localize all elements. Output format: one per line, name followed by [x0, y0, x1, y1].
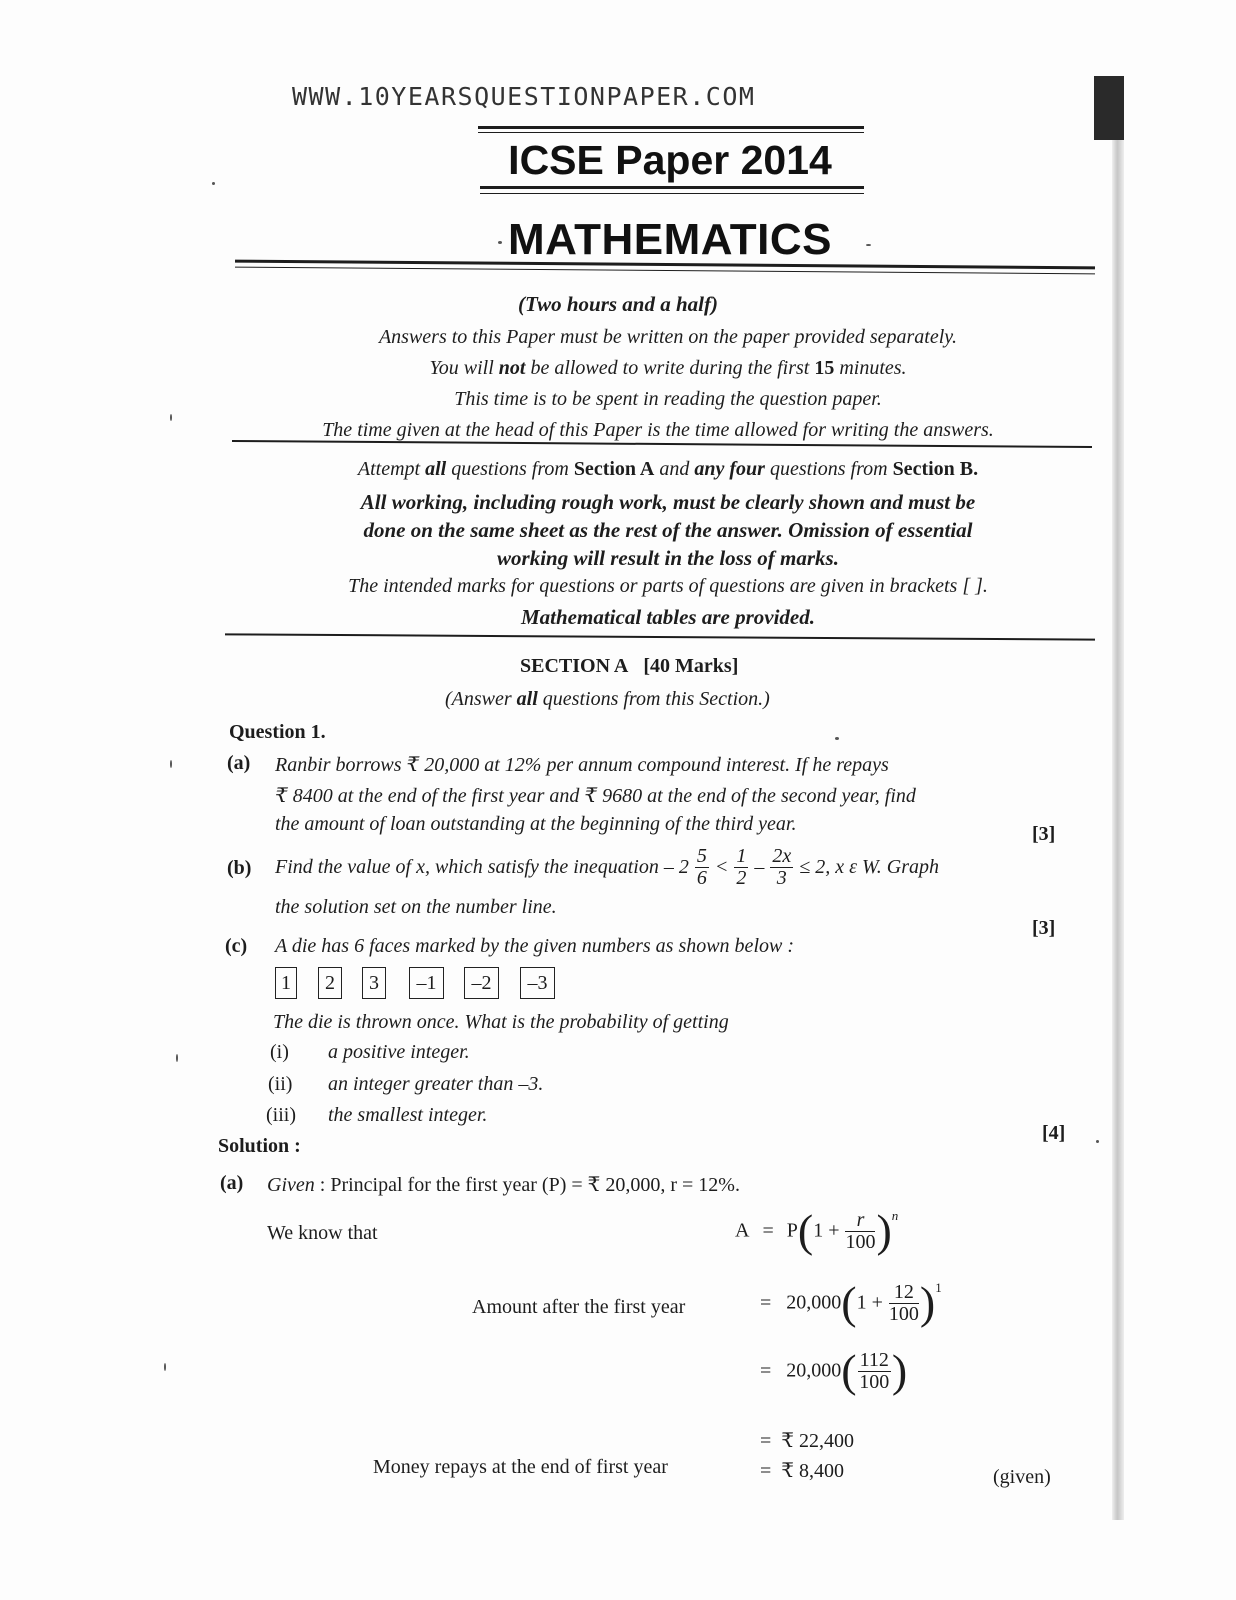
amount-after-first-year-expr: = 20,000(1 + $\frac{12}{100}$ )$^1$ [760, 1277, 942, 1328]
die-face-minus-3: –3 [520, 967, 555, 999]
scan-speck [835, 737, 839, 740]
working-line-2: done on the same sheet as the rest of the answer. Omission of essential [363, 518, 973, 542]
solution-a-label: (a) [220, 1172, 244, 1194]
instruction-line-3: This time is to be spent in reading the question paper. [454, 388, 882, 410]
title-rule-top [478, 126, 864, 129]
money-repaid-value: = ₹ 8,400 [760, 1460, 845, 1482]
compound-formula: A = P(1 + $\frac{r}{100}$ )$^n$ [735, 1205, 899, 1256]
title-rule-bottom [480, 186, 864, 189]
solution-label: Solution : [218, 1135, 301, 1157]
corner-scan-mark [1094, 76, 1124, 140]
q1c-line-1: A die has 6 faces marked by the given numbers as shown below : [275, 935, 794, 957]
amount-after-first-year-label: Amount after the first year [472, 1296, 686, 1318]
scan-speck [866, 244, 871, 246]
subject-title: MATHEMATICS [507, 215, 833, 264]
fraction-5-6: $\frac{5}{6}$ [696, 845, 707, 889]
site-url: WWW.10YEARSQUESTIONPAPER.COM [292, 82, 756, 111]
q1b-marks: [3] [1032, 917, 1056, 939]
fraction-2x-3: $\frac{2x}{3}$ [772, 845, 792, 889]
instruction-line-4: The time given at the head of this Paper is the time allowed for writing the answers. [322, 419, 994, 441]
q1c-part-ii-num: (ii) [268, 1073, 293, 1095]
q1c-marks: [4] [1042, 1122, 1066, 1144]
we-know-that: We know that [267, 1222, 378, 1244]
paper-title: ICSE Paper 2014 [508, 137, 832, 183]
working-line-1: All working, including rough work, must be clearly shown and must be [360, 490, 976, 514]
q1c-line-2: The die is thrown once. What is the probability of getting [273, 1011, 729, 1033]
intended-marks-line: The intended marks for questions or parts of questions are given in brackets [ ]. [348, 575, 988, 597]
fraction-112-100: $\frac{112}{100}$ [859, 1348, 890, 1393]
solution-given-line: Given : Principal for the first year (P) = ₹ 20,000, r = 12%. [267, 1174, 740, 1196]
working-line-3: working will result in the loss of marks. [497, 546, 839, 570]
scan-speck [498, 241, 502, 244]
q1c-part-i-num: (i) [270, 1041, 289, 1063]
q1c-part-iii-num: (iii) [266, 1104, 296, 1126]
amount-result: = ₹ 22,400 [760, 1430, 855, 1452]
fraction-12-100: $\frac{12}{100}$ [888, 1280, 919, 1325]
scan-speck [164, 1363, 166, 1371]
scan-speck [170, 414, 172, 421]
q1b-label: (b) [227, 857, 252, 879]
q1c-label: (c) [225, 935, 248, 957]
scan-speck [170, 760, 172, 768]
q1c-part-iii-text: the smallest integer. [328, 1104, 488, 1126]
section-rule [225, 633, 1095, 640]
die-face-1: 1 [275, 967, 297, 999]
fraction-r-100: $\frac{r}{100}$ [845, 1208, 876, 1253]
die-face-3: 3 [362, 967, 386, 999]
q1c-part-i-text: a positive integer. [328, 1041, 470, 1063]
section-subtitle: (Answer all questions from this Section.) [445, 688, 770, 710]
q1a-line-2: ₹ 8400 at the end of the first year and ₹ 9680 at the end of the second year, find [275, 785, 916, 807]
title-rule-top-thin [478, 132, 864, 133]
instruction-line-2: You will not be allowed to write during the first 15 minutes. [429, 357, 907, 379]
scan-speck [1096, 1140, 1099, 1143]
attempt-instruction: Attempt all questions from Section A and any four questions from Section B. [357, 458, 979, 480]
given-tag: (given) [993, 1466, 1051, 1488]
q1a-line-3: the amount of loan outstanding at the beginning of the third year. [275, 813, 797, 835]
die-face-minus-1: –1 [409, 967, 444, 999]
section-heading: SECTION A [40 Marks] [520, 655, 739, 677]
fraction-1-2: $\frac{1}{2}$ [736, 845, 747, 889]
q1a-line-1: Ranbir borrows ₹ 20,000 at 12% per annum compound interest. If he repays [275, 754, 889, 776]
question-1-label: Question 1. [229, 721, 326, 743]
amount-step-2: = 20,000( $\frac{112}{100}$ ) [760, 1345, 908, 1396]
duration: (Two hours and a half) [518, 292, 718, 316]
q1b-line-2: the solution set on the number line. [275, 896, 557, 918]
scan-speck [176, 1054, 178, 1062]
tables-line: Mathematical tables are provided. [521, 605, 815, 629]
q1a-marks: [3] [1032, 823, 1056, 845]
q1b-inequation: Find the value of x, which satisfy the inequation – 2 $\frac{5}{6}$ < $\frac{1}{2}$ – $\frac{2x}{3}$ ≤ 2, x ε W. Graph [275, 845, 940, 889]
die-face-2: 2 [318, 967, 342, 999]
title-rule-bottom-thin [480, 193, 864, 194]
die-face-minus-2: –2 [464, 967, 499, 999]
instruction-line-1: Answers to this Paper must be written on the paper provided separately. [378, 326, 958, 348]
q1c-part-ii-text: an integer greater than –3. [328, 1073, 544, 1095]
money-repaid-label: Money repays at the end of first year [373, 1456, 668, 1478]
scan-speck [212, 182, 215, 185]
q1a-label: (a) [227, 752, 251, 774]
